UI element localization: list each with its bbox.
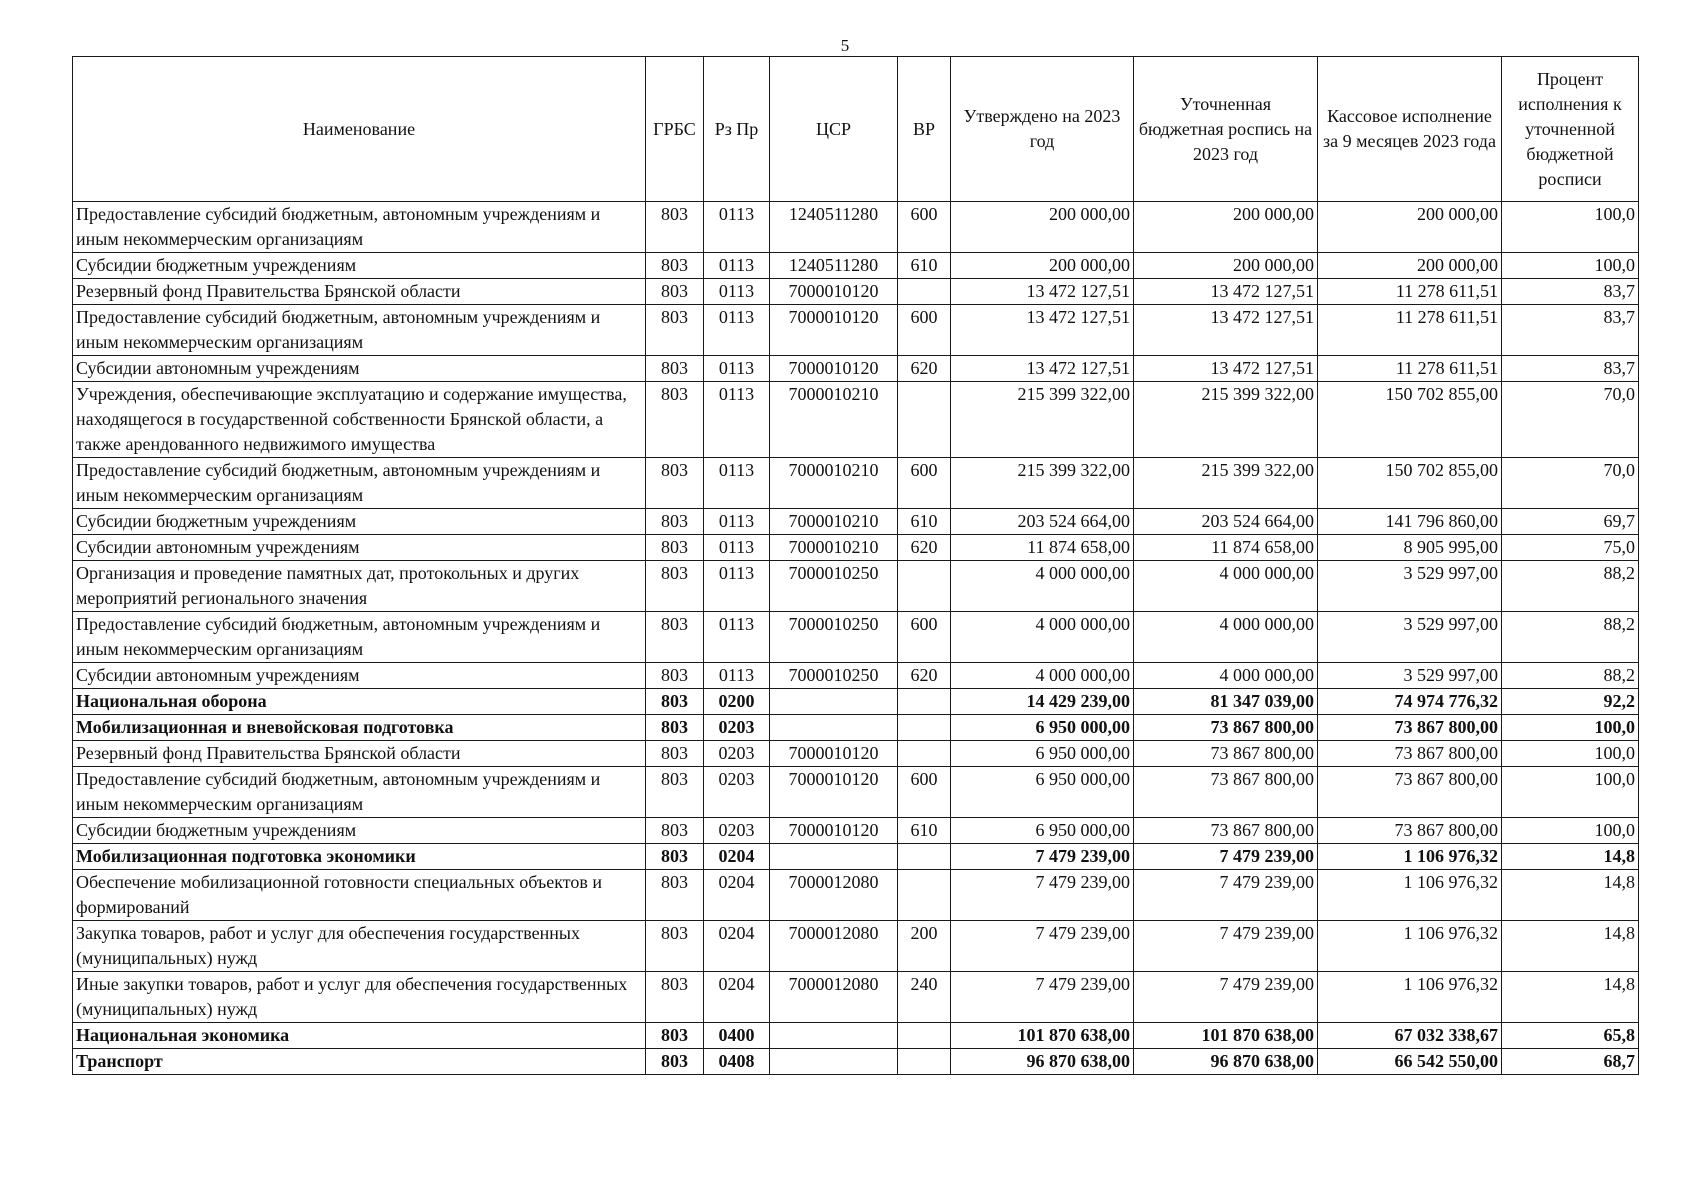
- table-row: [73, 279, 1639, 305]
- cell-vr: [898, 1023, 951, 1049]
- table-row: [73, 382, 1639, 458]
- cell-percent: 83,7: [1502, 356, 1639, 382]
- cell-approved: 6 950 000,00: [951, 741, 1134, 767]
- table-row: [73, 870, 1639, 921]
- cell-refined: 7 479 239,00: [1134, 844, 1318, 870]
- cell-grbs: 803: [646, 509, 704, 535]
- cell-approved: 96 870 638,00: [951, 1049, 1134, 1075]
- cell-csr: 7000010250: [770, 612, 898, 663]
- table-row: [73, 767, 1639, 818]
- cell-refined: 11 874 658,00: [1134, 535, 1318, 561]
- cell-cash: 150 702 855,00: [1318, 382, 1502, 458]
- cell-percent: 14,8: [1502, 972, 1639, 1023]
- cell-vr: [898, 689, 951, 715]
- cell-name: Закупка товаров, работ и услуг для обеспечения государственных (муниципальных) нужд: [73, 921, 646, 972]
- cell-cash: 1 106 976,32: [1318, 844, 1502, 870]
- table-row: [73, 663, 1639, 689]
- cell-csr: 7000010120: [770, 767, 898, 818]
- cell-cash: 8 905 995,00: [1318, 535, 1502, 561]
- cell-cash: 3 529 997,00: [1318, 561, 1502, 612]
- cell-cash: 73 867 800,00: [1318, 741, 1502, 767]
- cell-rzpr: 0203: [704, 818, 770, 844]
- table-row: [73, 1023, 1639, 1049]
- cell-percent: 14,8: [1502, 870, 1639, 921]
- cell-approved: 200 000,00: [951, 253, 1134, 279]
- cell-grbs: 803: [646, 844, 704, 870]
- cell-approved: 7 479 239,00: [951, 844, 1134, 870]
- cell-grbs: 803: [646, 305, 704, 356]
- cell-refined: 215 399 322,00: [1134, 382, 1318, 458]
- cell-name: Субсидии бюджетным учреждениям: [73, 253, 646, 279]
- cell-name: Иные закупки товаров, работ и услуг для обеспечения государственных (муниципальных) нужд: [73, 972, 646, 1023]
- cell-vr: [898, 1049, 951, 1075]
- cell-approved: 6 950 000,00: [951, 767, 1134, 818]
- cell-name: Резервный фонд Правительства Брянской области: [73, 279, 646, 305]
- cell-refined: 81 347 039,00: [1134, 689, 1318, 715]
- cell-grbs: 803: [646, 818, 704, 844]
- cell-refined: 13 472 127,51: [1134, 305, 1318, 356]
- cell-vr: 600: [898, 305, 951, 356]
- cell-refined: 13 472 127,51: [1134, 356, 1318, 382]
- table-body: [73, 202, 1639, 1075]
- cell-vr: 600: [898, 458, 951, 509]
- cell-refined: 7 479 239,00: [1134, 921, 1318, 972]
- cell-grbs: 803: [646, 663, 704, 689]
- cell-approved: 14 429 239,00: [951, 689, 1134, 715]
- table-row: [73, 689, 1639, 715]
- cell-rzpr: 0113: [704, 356, 770, 382]
- cell-csr: 1240511280: [770, 202, 898, 253]
- cell-grbs: 803: [646, 921, 704, 972]
- table-row: [73, 715, 1639, 741]
- cell-rzpr: 0113: [704, 612, 770, 663]
- cell-refined: 215 399 322,00: [1134, 458, 1318, 509]
- cell-rzpr: 0113: [704, 305, 770, 356]
- cell-rzpr: 0113: [704, 253, 770, 279]
- cell-cash: 74 974 776,32: [1318, 689, 1502, 715]
- cell-vr: 610: [898, 253, 951, 279]
- cell-refined: 73 867 800,00: [1134, 741, 1318, 767]
- header-refined: Уточненная бюджетная роспись на 2023 год: [1134, 57, 1318, 202]
- cell-approved: 101 870 638,00: [951, 1023, 1134, 1049]
- cell-csr: 7000012080: [770, 921, 898, 972]
- cell-cash: 200 000,00: [1318, 253, 1502, 279]
- cell-approved: 6 950 000,00: [951, 818, 1134, 844]
- budget-table: [72, 56, 1639, 1075]
- cell-refined: 7 479 239,00: [1134, 870, 1318, 921]
- cell-vr: 620: [898, 356, 951, 382]
- cell-grbs: 803: [646, 382, 704, 458]
- cell-percent: 88,2: [1502, 663, 1639, 689]
- cell-vr: [898, 715, 951, 741]
- cell-refined: 4 000 000,00: [1134, 561, 1318, 612]
- header-cash: Кассовое исполнение за 9 месяцев 2023 года: [1318, 57, 1502, 202]
- cell-csr: 7000010120: [770, 279, 898, 305]
- cell-cash: 1 106 976,32: [1318, 870, 1502, 921]
- cell-percent: 69,7: [1502, 509, 1639, 535]
- table-row: [73, 305, 1639, 356]
- cell-percent: 65,8: [1502, 1023, 1639, 1049]
- cell-rzpr: 0113: [704, 202, 770, 253]
- cell-rzpr: 0204: [704, 870, 770, 921]
- page-number: 5: [840, 36, 850, 55]
- cell-vr: [898, 279, 951, 305]
- table-row: [73, 202, 1639, 253]
- cell-percent: 100,0: [1502, 818, 1639, 844]
- cell-refined: 73 867 800,00: [1134, 818, 1318, 844]
- cell-name: Субсидии бюджетным учреждениям: [73, 818, 646, 844]
- cell-name: Предоставление субсидий бюджетным, автономным учреждениям и иным некоммерческим организациям: [73, 612, 646, 663]
- cell-csr: [770, 1049, 898, 1075]
- cell-rzpr: 0203: [704, 715, 770, 741]
- cell-csr: 1240511280: [770, 253, 898, 279]
- cell-percent: 100,0: [1502, 202, 1639, 253]
- cell-percent: 92,2: [1502, 689, 1639, 715]
- cell-rzpr: 0204: [704, 844, 770, 870]
- cell-cash: 11 278 611,51: [1318, 279, 1502, 305]
- cell-csr: 7000010120: [770, 818, 898, 844]
- cell-grbs: 803: [646, 279, 704, 305]
- cell-percent: 100,0: [1502, 741, 1639, 767]
- cell-name: Субсидии автономным учреждениям: [73, 356, 646, 382]
- cell-percent: 100,0: [1502, 715, 1639, 741]
- cell-csr: 7000010210: [770, 535, 898, 561]
- cell-grbs: 803: [646, 715, 704, 741]
- cell-name: Предоставление субсидий бюджетным, автономным учреждениям и иным некоммерческим организациям: [73, 767, 646, 818]
- table-row: [73, 972, 1639, 1023]
- cell-name: Предоставление субсидий бюджетным, автономным учреждениям и иным некоммерческим организациям: [73, 305, 646, 356]
- cell-rzpr: 0113: [704, 561, 770, 612]
- cell-refined: 4 000 000,00: [1134, 663, 1318, 689]
- cell-approved: 13 472 127,51: [951, 279, 1134, 305]
- cell-approved: 11 874 658,00: [951, 535, 1134, 561]
- cell-percent: 68,7: [1502, 1049, 1639, 1075]
- cell-rzpr: 0200: [704, 689, 770, 715]
- cell-vr: 240: [898, 972, 951, 1023]
- cell-cash: 11 278 611,51: [1318, 356, 1502, 382]
- cell-rzpr: 0113: [704, 509, 770, 535]
- cell-rzpr: 0203: [704, 741, 770, 767]
- cell-percent: 100,0: [1502, 253, 1639, 279]
- cell-percent: 100,0: [1502, 767, 1639, 818]
- table-row: [73, 844, 1639, 870]
- cell-refined: 4 000 000,00: [1134, 612, 1318, 663]
- cell-approved: 215 399 322,00: [951, 458, 1134, 509]
- cell-grbs: 803: [646, 253, 704, 279]
- cell-csr: 7000010120: [770, 741, 898, 767]
- cell-grbs: 803: [646, 612, 704, 663]
- cell-name: Обеспечение мобилизационной готовности специальных объектов и формирований: [73, 870, 646, 921]
- cell-name: Организация и проведение памятных дат, протокольных и других мероприятий регионального значения: [73, 561, 646, 612]
- cell-vr: 200: [898, 921, 951, 972]
- cell-grbs: 803: [646, 870, 704, 921]
- cell-percent: 14,8: [1502, 921, 1639, 972]
- cell-vr: [898, 741, 951, 767]
- cell-approved: 13 472 127,51: [951, 356, 1134, 382]
- header-grbs: ГРБС: [646, 57, 704, 202]
- cell-percent: 75,0: [1502, 535, 1639, 561]
- cell-grbs: 803: [646, 356, 704, 382]
- cell-grbs: 803: [646, 1023, 704, 1049]
- cell-percent: 14,8: [1502, 844, 1639, 870]
- cell-refined: 200 000,00: [1134, 202, 1318, 253]
- cell-name: Национальная экономика: [73, 1023, 646, 1049]
- table-row: [73, 741, 1639, 767]
- cell-cash: 66 542 550,00: [1318, 1049, 1502, 1075]
- cell-approved: 7 479 239,00: [951, 870, 1134, 921]
- cell-name: Транспорт: [73, 1049, 646, 1075]
- cell-cash: 141 796 860,00: [1318, 509, 1502, 535]
- cell-percent: 70,0: [1502, 382, 1639, 458]
- cell-name: Мобилизационная подготовка экономики: [73, 844, 646, 870]
- cell-grbs: 803: [646, 535, 704, 561]
- cell-vr: 620: [898, 663, 951, 689]
- cell-csr: 7000010250: [770, 561, 898, 612]
- cell-rzpr: 0113: [704, 663, 770, 689]
- cell-name: Субсидии автономным учреждениям: [73, 663, 646, 689]
- cell-cash: 3 529 997,00: [1318, 663, 1502, 689]
- table-row: [73, 818, 1639, 844]
- header-rzpr: Рз Пр: [704, 57, 770, 202]
- cell-csr: 7000010120: [770, 356, 898, 382]
- cell-cash: 11 278 611,51: [1318, 305, 1502, 356]
- table-row: [73, 253, 1639, 279]
- cell-grbs: 803: [646, 767, 704, 818]
- table-row: [73, 356, 1639, 382]
- table-row: [73, 1049, 1639, 1075]
- cell-approved: 4 000 000,00: [951, 561, 1134, 612]
- cell-approved: 203 524 664,00: [951, 509, 1134, 535]
- cell-name: Мобилизационная и вневойсковая подготовка: [73, 715, 646, 741]
- cell-vr: [898, 844, 951, 870]
- cell-vr: [898, 382, 951, 458]
- cell-csr: 7000010210: [770, 509, 898, 535]
- cell-approved: 7 479 239,00: [951, 972, 1134, 1023]
- cell-csr: 7000010210: [770, 458, 898, 509]
- cell-vr: 600: [898, 612, 951, 663]
- cell-csr: [770, 689, 898, 715]
- header-name: Наименование: [73, 57, 646, 202]
- cell-csr: [770, 715, 898, 741]
- cell-vr: [898, 561, 951, 612]
- cell-grbs: 803: [646, 458, 704, 509]
- cell-cash: 73 867 800,00: [1318, 715, 1502, 741]
- cell-rzpr: 0204: [704, 921, 770, 972]
- cell-csr: 7000010210: [770, 382, 898, 458]
- table-row: [73, 535, 1639, 561]
- cell-rzpr: 0113: [704, 458, 770, 509]
- cell-vr: 600: [898, 202, 951, 253]
- cell-name: Предоставление субсидий бюджетным, автономным учреждениям и иным некоммерческим организациям: [73, 458, 646, 509]
- cell-name: Учреждения, обеспечивающие эксплуатацию и содержание имущества, находящегося в государственной собственности Брянской области, а также арендованного недвижимого имущества: [73, 382, 646, 458]
- cell-percent: 70,0: [1502, 458, 1639, 509]
- cell-vr: [898, 870, 951, 921]
- cell-refined: 13 472 127,51: [1134, 279, 1318, 305]
- cell-approved: 200 000,00: [951, 202, 1134, 253]
- table-row: [73, 612, 1639, 663]
- table-row: [73, 509, 1639, 535]
- cell-approved: 4 000 000,00: [951, 612, 1134, 663]
- cell-grbs: 803: [646, 972, 704, 1023]
- cell-name: Субсидии автономным учреждениям: [73, 535, 646, 561]
- cell-grbs: 803: [646, 689, 704, 715]
- cell-vr: 600: [898, 767, 951, 818]
- cell-vr: 620: [898, 535, 951, 561]
- cell-grbs: 803: [646, 202, 704, 253]
- cell-cash: 73 867 800,00: [1318, 767, 1502, 818]
- cell-csr: 7000012080: [770, 870, 898, 921]
- cell-refined: 73 867 800,00: [1134, 715, 1318, 741]
- cell-grbs: 803: [646, 741, 704, 767]
- cell-refined: 96 870 638,00: [1134, 1049, 1318, 1075]
- header-csr: ЦСР: [770, 57, 898, 202]
- cell-name: Резервный фонд Правительства Брянской области: [73, 741, 646, 767]
- table-row: [73, 921, 1639, 972]
- cell-rzpr: 0113: [704, 279, 770, 305]
- cell-approved: 13 472 127,51: [951, 305, 1134, 356]
- cell-cash: 1 106 976,32: [1318, 972, 1502, 1023]
- cell-csr: 7000010250: [770, 663, 898, 689]
- cell-cash: 67 032 338,67: [1318, 1023, 1502, 1049]
- cell-rzpr: 0113: [704, 382, 770, 458]
- cell-approved: 7 479 239,00: [951, 921, 1134, 972]
- cell-grbs: 803: [646, 1049, 704, 1075]
- cell-cash: 73 867 800,00: [1318, 818, 1502, 844]
- cell-csr: [770, 1023, 898, 1049]
- cell-csr: [770, 844, 898, 870]
- cell-name: Субсидии бюджетным учреждениям: [73, 509, 646, 535]
- cell-rzpr: 0400: [704, 1023, 770, 1049]
- header-vr: ВР: [898, 57, 951, 202]
- header-percent: Процент исполнения к уточненной бюджетной росписи: [1502, 57, 1639, 202]
- cell-approved: 4 000 000,00: [951, 663, 1134, 689]
- cell-cash: 1 106 976,32: [1318, 921, 1502, 972]
- cell-cash: 150 702 855,00: [1318, 458, 1502, 509]
- cell-percent: 88,2: [1502, 561, 1639, 612]
- cell-rzpr: 0204: [704, 972, 770, 1023]
- cell-cash: 200 000,00: [1318, 202, 1502, 253]
- cell-refined: 101 870 638,00: [1134, 1023, 1318, 1049]
- cell-percent: 83,7: [1502, 305, 1639, 356]
- cell-name: Национальная оборона: [73, 689, 646, 715]
- header-approved: Утверждено на 2023 год: [951, 57, 1134, 202]
- cell-rzpr: 0203: [704, 767, 770, 818]
- table-row: [73, 458, 1639, 509]
- table-header-row: [73, 57, 1639, 202]
- cell-csr: 7000012080: [770, 972, 898, 1023]
- cell-approved: 6 950 000,00: [951, 715, 1134, 741]
- cell-percent: 88,2: [1502, 612, 1639, 663]
- cell-vr: 610: [898, 818, 951, 844]
- table-row: [73, 561, 1639, 612]
- cell-name: Предоставление субсидий бюджетным, автономным учреждениям и иным некоммерческим организациям: [73, 202, 646, 253]
- cell-percent: 83,7: [1502, 279, 1639, 305]
- cell-rzpr: 0408: [704, 1049, 770, 1075]
- cell-vr: 610: [898, 509, 951, 535]
- cell-refined: 200 000,00: [1134, 253, 1318, 279]
- cell-refined: 7 479 239,00: [1134, 972, 1318, 1023]
- cell-approved: 215 399 322,00: [951, 382, 1134, 458]
- cell-grbs: 803: [646, 561, 704, 612]
- cell-csr: 7000010120: [770, 305, 898, 356]
- cell-rzpr: 0113: [704, 535, 770, 561]
- cell-refined: 73 867 800,00: [1134, 767, 1318, 818]
- cell-refined: 203 524 664,00: [1134, 509, 1318, 535]
- cell-cash: 3 529 997,00: [1318, 612, 1502, 663]
